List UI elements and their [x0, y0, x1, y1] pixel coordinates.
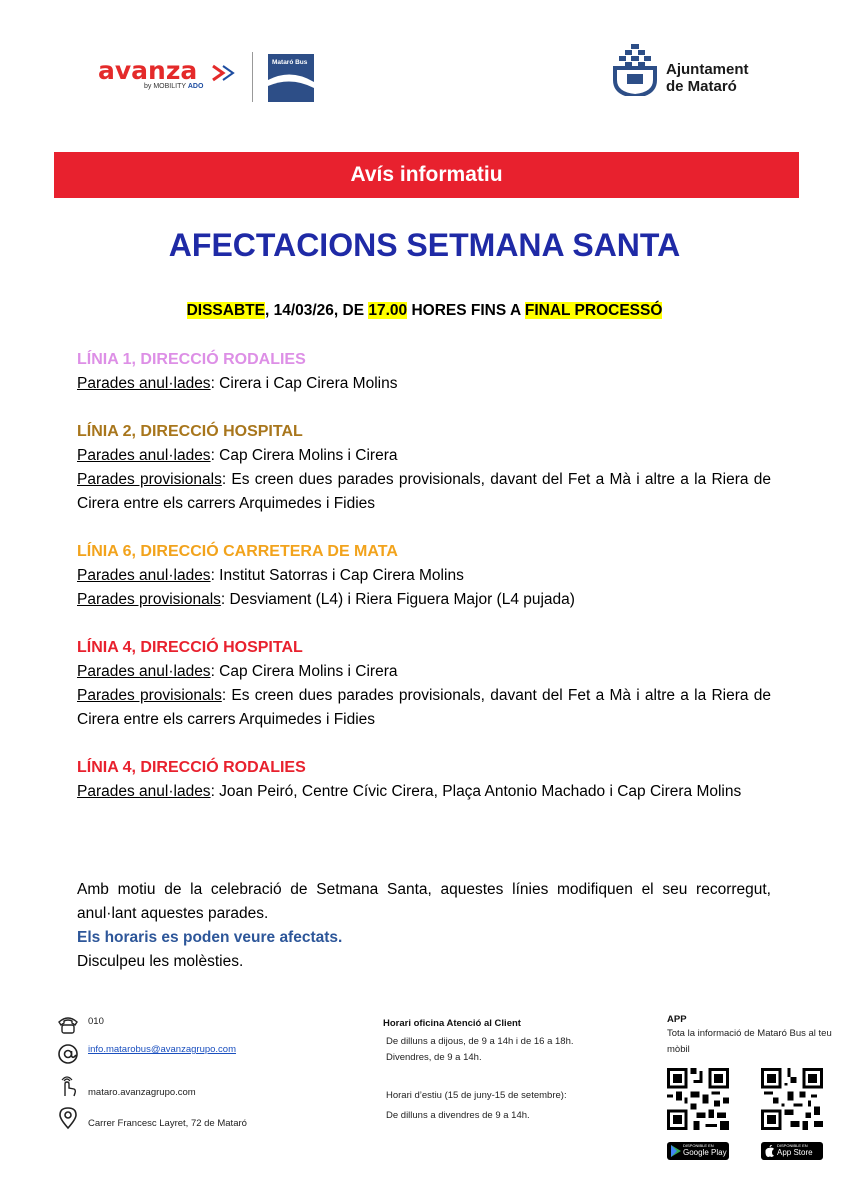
section-title: LÍNIA 6, DIRECCIÓ CARRETERA DE MATA: [77, 543, 398, 560]
avanza-chevron-icon: [211, 64, 237, 82]
section-linia-1-rodalies: [77, 348, 771, 396]
address-text: Carrer Francesc Layret, 72 de Mataró: [88, 1118, 247, 1129]
location-pin-icon: [56, 1106, 80, 1130]
avanza-wordmark: avanza: [98, 56, 198, 85]
summer-hours-heading: Horari d’estiu (15 de juny-15 de setembre):: [386, 1090, 567, 1101]
email-link[interactable]: info.matarobus@avanzagrupo.com: [88, 1044, 237, 1055]
provisional-stops: Parades provisionals: Es creen dues parades provisionals, davant del Fet a Mà i altre a la Riera de Cirera entre els carrers Arquimedes i Fidies: [77, 687, 771, 728]
cancelled-stops: Parades anul·lades: Cap Cirera Molins i Cirera: [77, 663, 398, 680]
provisional-stops: Parades provisionals: Desviament (L4) i Riera Figuera Major (L4 pujada): [77, 591, 575, 608]
closing-paragraph: Amb motiu de la celebració de Setmana Santa, aquestes línies modifiquen el seu recorregut, anul·lant aquestes parades.: [77, 881, 771, 922]
website-link[interactable]: mataro.avanzagrupo.com: [88, 1087, 196, 1098]
section-title: LÍNIA 1, DIRECCIÓ RODALIES: [77, 351, 306, 368]
page-title: AFECTACIONS SETMANA SANTA: [168, 227, 681, 263]
section-linia-4-hospital: [77, 636, 771, 732]
phone-icon: [56, 1012, 80, 1036]
provisional-stops: Parades provisionals: Es creen dues parades provisionals, davant del Fet a Mà i altre a la Riera de Cirera entre els carrers Arquimedes i Fidies: [77, 471, 771, 512]
avanza-logo: [98, 58, 248, 98]
section-title: LÍNIA 4, DIRECCIÓ HOSPITAL: [77, 639, 303, 656]
dateline-day: DISSABTE: [186, 302, 265, 319]
mataro-bus-label: Mataró Bus: [272, 59, 308, 66]
section-title: LÍNIA 4, DIRECCIÓ RODALIES: [77, 759, 306, 776]
qr-code-google-play[interactable]: [667, 1068, 729, 1130]
apple-icon: [765, 1145, 775, 1157]
google-play-icon: [671, 1145, 681, 1157]
apology-text: Disculpeu les molèsties.: [77, 953, 244, 970]
avanza-subline: by MOBILITY ADO: [144, 83, 204, 90]
dateline: DISSABTE, 14/03/26, DE 17.00 HORES FINS A FINAL PROCESSÓ: [186, 302, 663, 319]
ajuntament-wordmark: Ajuntament de Mataró: [666, 61, 749, 95]
qr-code-app-store[interactable]: [761, 1068, 823, 1130]
app-store-badge[interactable]: DISPONIBLE EN App Store: [761, 1142, 823, 1160]
cancelled-stops: Parades anul·lades: Joan Peiró, Centre Cívic Cirera, Plaça Antonio Machado i Cap Cirera Molins: [77, 783, 742, 800]
dateline-end: FINAL PROCESSÓ: [524, 302, 663, 319]
logo-divider: [252, 52, 253, 102]
section-linia-2-hospital: [77, 420, 771, 516]
office-hours-heading: Horari oficina Atenció al Client: [383, 1018, 521, 1029]
at-sign-icon: [56, 1042, 80, 1066]
dateline-time: 17.00: [368, 302, 408, 319]
section-linia-6-carretera-mata: [77, 540, 771, 612]
info-banner: Avís informatiu: [54, 152, 799, 198]
office-hours-text: De dilluns a dijous, de 9 a 14h i de 16 a 18h. Divendres, de 9 a 14h.: [386, 1036, 574, 1063]
section-title: LÍNIA 2, DIRECCIÓ HOSPITAL: [77, 423, 303, 440]
closing-notes: [77, 878, 771, 974]
mataro-bus-logo: [268, 54, 314, 102]
phone-number: 010: [88, 1016, 104, 1027]
section-linia-4-rodalies: [77, 756, 771, 804]
cancelled-stops: Parades anul·lades: Cirera i Cap Cirera Molins: [77, 375, 398, 392]
ajuntament-shield-icon: [611, 44, 659, 96]
google-play-badge[interactable]: DISPONIBLE EN Google Play: [667, 1142, 729, 1160]
cancelled-stops: Parades anul·lades: Cap Cirera Molins i Cirera: [77, 447, 398, 464]
summer-hours-text: De dilluns a divendres de 9 a 14h.: [386, 1110, 530, 1121]
wave-icon: [268, 72, 314, 102]
pointer-hand-icon: [56, 1074, 80, 1098]
cancelled-stops: Parades anul·lades: Institut Satorras i Cap Cirera Molins: [77, 567, 464, 584]
line-sections: [77, 348, 771, 828]
app-text: Tota la informació de Mataró Bus al teu mòbil: [667, 1028, 832, 1055]
schedule-warning: Els horaris es poden veure afectats.: [77, 929, 343, 946]
app-heading: APP: [667, 1014, 687, 1025]
